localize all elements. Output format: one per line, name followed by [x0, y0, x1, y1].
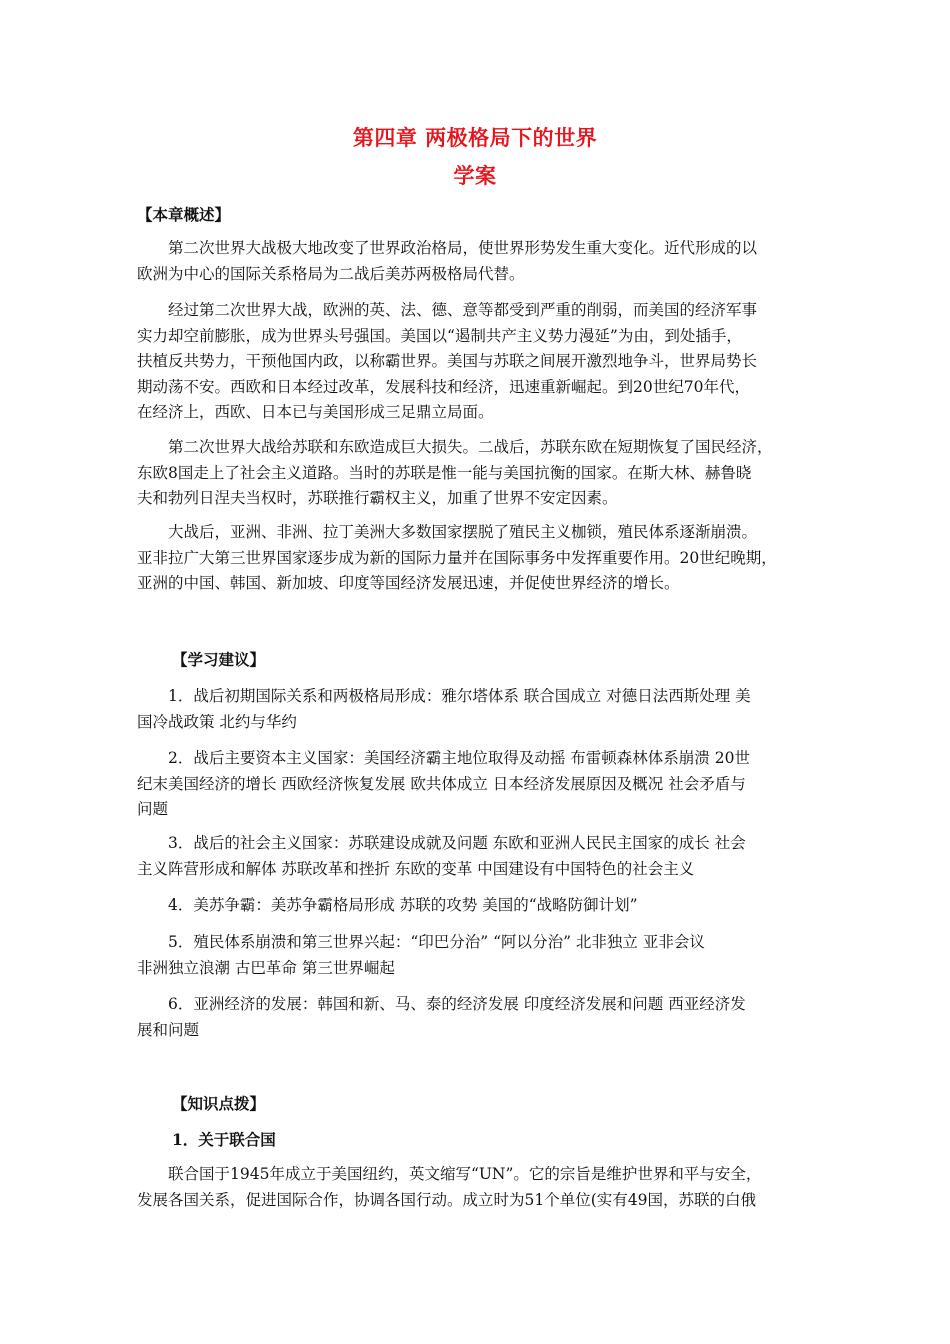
page-subtitle: 学案 [453, 163, 497, 188]
study-item-5 [137, 930, 827, 981]
text-line: 6．亚洲经济的发展：韩国和新、马、泰的经济发展 印度经济发展和问题 西亚经济发 [137, 995, 746, 1013]
text-line: 期动荡不安。西欧和日本经过改革，发展科技和经济，迅速重新崛起。到20世纪70年代， [137, 377, 750, 396]
text-line: 3．战后的社会主义国家：苏联建设成就及问题 东欧和亚洲人民民主国家的成长 社会 [137, 834, 746, 852]
text-line: 5．殖民体系崩溃和第三世界兴起：“印巴分治” “阿以分治” 北非独立 亚非会议 [137, 933, 705, 951]
section-heading-study: 【学习建议】 [172, 650, 266, 669]
section-heading-knowledge: 【知识点拨】 [172, 1094, 266, 1113]
study-item-2 [137, 746, 827, 823]
text-line: 展和问题 [137, 1020, 200, 1039]
text-line: 扶植反共势力，干预他国内政，以称霸世界。美国与苏联之间展开激烈地争斗，世界局势长 [137, 352, 758, 370]
text-line: 东欧8国走上了社会主义道路。当时的苏联是惟一能与美国抗衡的国家。在斯大林、赫鲁晓 [137, 463, 752, 482]
overview-paragraph-4 [137, 520, 827, 597]
page-title: 第四章 两极格局下的世界 [352, 125, 598, 150]
overview-paragraph-1 [137, 236, 827, 287]
text-line: 发展各国关系，促进国际合作，协调各国行动。成立时为51个单位(实有49国，苏联的白俄 [137, 1190, 756, 1209]
text-line: 实力却空前膨胀，成为世界头号强国。美国以“遏制共产主义势力漫延”为由，到处插手， [137, 326, 742, 345]
study-item-6 [137, 992, 827, 1043]
text-line: 4．美苏争霸：美苏争霸格局形成 苏联的攻势 美国的“战略防御计划” [137, 896, 638, 914]
text-line: 纪末美国经济的增长 西欧经济恢复发展 欧共体成立 日本经济发展原因及概况 社会矛盾与 [137, 774, 746, 793]
study-item-4 [137, 893, 827, 919]
overview-paragraph-2 [137, 298, 827, 426]
text-line: 国冷战政策 北约与华约 [137, 712, 297, 731]
section-heading-overview: 【本章概述】 [137, 205, 231, 224]
text-line: 欧洲为中心的国际关系格局为二战后美苏两极格局代替。 [137, 264, 525, 283]
text-line: 大战后，亚洲、非洲、拉丁美洲大多数国家摆脱了殖民主义枷锁，殖民体系逐渐崩溃。 [137, 523, 758, 541]
text-line: 亚非拉广大第三世界国家逐步成为新的国际力量并在国际事务中发挥重要作用。20世纪晚期， [137, 548, 777, 567]
text-line: 问题 [137, 800, 169, 818]
text-line: 1．战后初期国际关系和两极格局形成：雅尔塔体系 联合国成立 对德日法西斯处理 美 [137, 687, 751, 705]
text-line: 非洲独立浪潮 古巴革命 第三世界崛起 [137, 958, 395, 977]
study-item-1 [137, 684, 827, 735]
knowledge-subheading-un: 1．关于联合国 [172, 1130, 276, 1149]
text-line: 第二次世界大战给苏联和东欧造成巨大损失。二战后，苏联东欧在短期恢复了国民经济， [137, 438, 773, 456]
text-line: 主义阵营形成和解体 苏联改革和挫折 东欧的变革 中国建设有中国特色的社会主义 [137, 859, 695, 878]
text-line: 经过第二次世界大战，欧洲的英、法、德、意等都受到严重的削弱，而美国的经济军事 [137, 301, 758, 319]
text-line: 联合国于1945年成立于美国纽约，英文缩写“UN”。它的宗旨是维护世界和平与安全， [137, 1165, 762, 1183]
text-line: 夫和勃列日涅夫当权时，苏联推行霸权主义，加重了世界不安定因素。 [137, 489, 618, 507]
text-line: 在经济上，西欧、日本已与美国形成三足鼎立局面。 [137, 403, 494, 421]
study-item-3 [137, 831, 827, 882]
text-line: 亚洲的中国、韩国、新加坡、印度等国经济发展迅速，并促使世界经济的增长。 [137, 574, 680, 592]
text-line: 2．战后主要资本主义国家：美国经济霸主地位取得及动摇 布雷顿森林体系崩溃 20世 [137, 749, 750, 767]
text-line: 第二次世界大战极大地改变了世界政治格局，使世界形势发生重大变化。近代形成的以 [137, 239, 758, 257]
overview-paragraph-3 [137, 435, 827, 512]
knowledge-paragraph-un [137, 1162, 827, 1213]
